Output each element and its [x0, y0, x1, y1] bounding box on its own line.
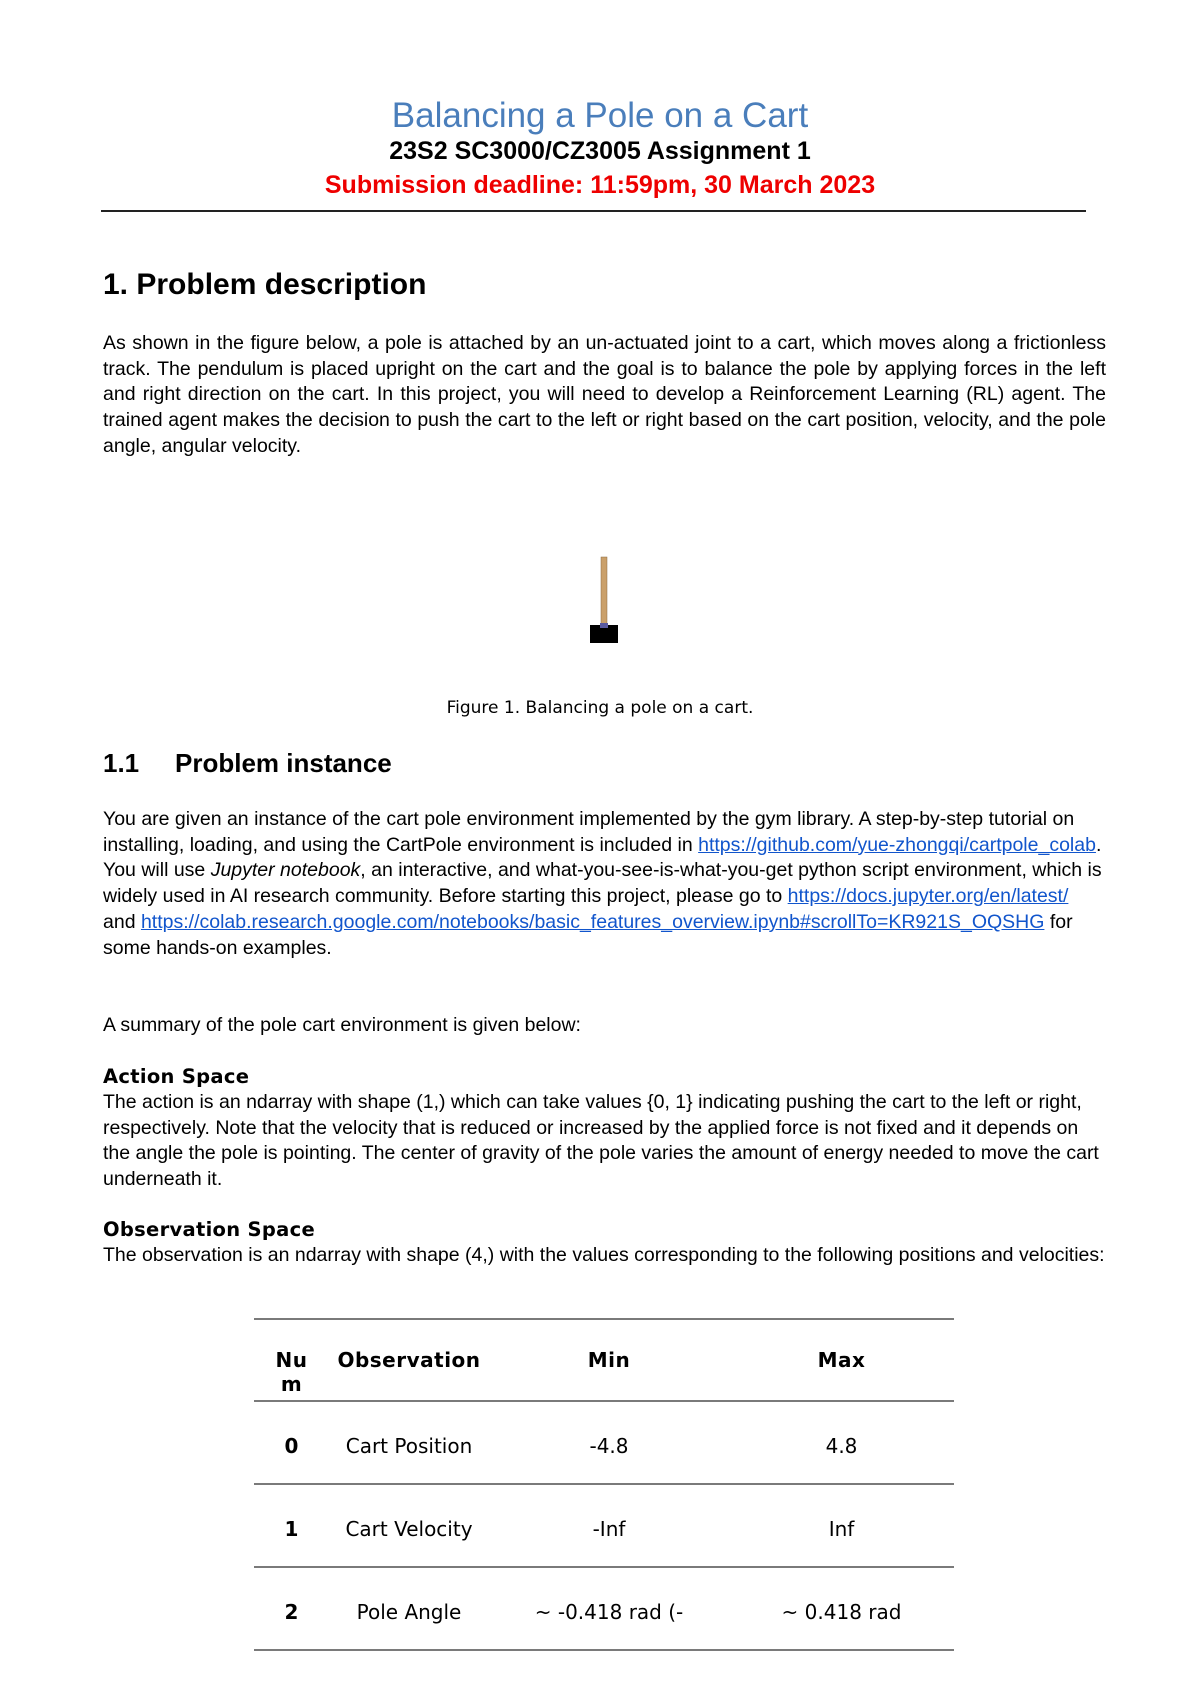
table-row: [254, 1484, 954, 1567]
cell-max: Inf: [828, 1517, 855, 1541]
link-colab-basic-features[interactable]: https://colab.research.google.com/notebooks/basic_features_overview.ipynb#scrollTo=KR921S_OQSHG: [140, 910, 1045, 933]
observation-space-text: The observation is an ndarray with shape (4,) with the values corresponding to the following positions and velocities:: [103, 1244, 1105, 1266]
section-number: 1.1: [103, 748, 140, 778]
cartpole-figure: [584, 555, 624, 645]
text-run: . You will use: [103, 833, 1102, 882]
text-run: , an interactive, and what-you-see-is-what-you-get python script environment, which is widely used in AI research community. Before starting this project, please go to: [103, 859, 1102, 908]
cell-max: ~ 0.418 rad: [781, 1600, 902, 1624]
problem-description-paragraph: As shown in the figure below, a pole is attached by an un-actuated joint to a cart, which moves along a frictionless track. The pendulum is placed upright on the cart and the goal is to balance the pole by applying forces in the left and right direction on the cart. In this project, you will need to develop a Reinforcement Learning (RL) agent. The trained agent makes the decision to push the cart to the left or right based on the cart position, velocity, and the pole angle, angular velocity.: [103, 332, 1106, 457]
submission-deadline: Submission deadline: 11:59pm, 30 March 2023: [324, 171, 876, 199]
text-run: for some hands-on examples.: [103, 910, 1073, 959]
text-italic: Jupyter notebook: [210, 859, 361, 882]
section-heading-problem-instance: [103, 748, 392, 779]
cell-observation: Cart Velocity: [345, 1517, 473, 1541]
link-jupyter-docs[interactable]: https://docs.jupyter.org/en/latest/: [787, 885, 1069, 908]
table-row: [254, 1567, 954, 1650]
observation-table: [254, 1318, 954, 1651]
document-title: Balancing a Pole on a Cart: [391, 96, 809, 135]
pole: [601, 557, 607, 627]
section-number: 1.: [103, 268, 129, 301]
document-subtitle: 23S2 SC3000/CZ3005 Assignment 1: [389, 137, 811, 165]
figure-caption: Figure 1. Balancing a pole on a cart.: [446, 698, 754, 718]
header-divider: [101, 210, 1086, 212]
cell-observation: Pole Angle: [356, 1600, 462, 1624]
observation-space-heading: Observation Space: [103, 1218, 315, 1241]
header-min: Min: [587, 1348, 631, 1372]
cell-min: -4.8: [589, 1434, 629, 1458]
table-header-row: [254, 1319, 954, 1401]
text-run: and: [103, 910, 141, 933]
table-row: [254, 1401, 954, 1484]
action-space-text: The action is an ndarray with shape (1,) which can take values {0, 1} indicating pushing the cart to the left or right, respectively. Note that the velocity that is reduced or increased by the applied force is not fixed and it depends on the angle the pole is pointing. The center of gravity of the pole varies the amount of energy needed to move the cart underneath it.: [103, 1091, 1099, 1191]
cell-max: 4.8: [825, 1434, 858, 1458]
cell-num: 1: [284, 1517, 299, 1541]
text-run: You are given an instance of the cart pole environment implemented by the gym library. A step-by-step tutorial on installing, loading, and using the CartPole environment is included in: [103, 808, 1075, 856]
section-title: Problem instance: [175, 748, 392, 778]
action-space-heading: Action Space: [103, 1065, 250, 1088]
problem-instance-paragraph: [103, 807, 1103, 961]
section-title: Problem description: [136, 268, 427, 301]
header-max: Max: [817, 1348, 866, 1372]
cell-observation: Cart Position: [345, 1434, 473, 1458]
header-num-label: Nu m: [275, 1348, 308, 1396]
cell-min: ~ -0.418 rad (-: [534, 1600, 684, 1624]
header-observation: Observation: [337, 1348, 481, 1372]
cell-num: 2: [284, 1600, 299, 1624]
pole-joint: [600, 623, 608, 628]
link-cartpole-colab[interactable]: https://github.com/yue-zhongqi/cartpole_colab: [698, 833, 1096, 856]
summary-intro: A summary of the pole cart environment is given below:: [103, 1014, 581, 1036]
cell-min: -Inf: [592, 1517, 626, 1541]
cell-num: 0: [284, 1434, 299, 1458]
header-num: [254, 1319, 329, 1401]
section-heading-problem-description: [103, 268, 426, 302]
